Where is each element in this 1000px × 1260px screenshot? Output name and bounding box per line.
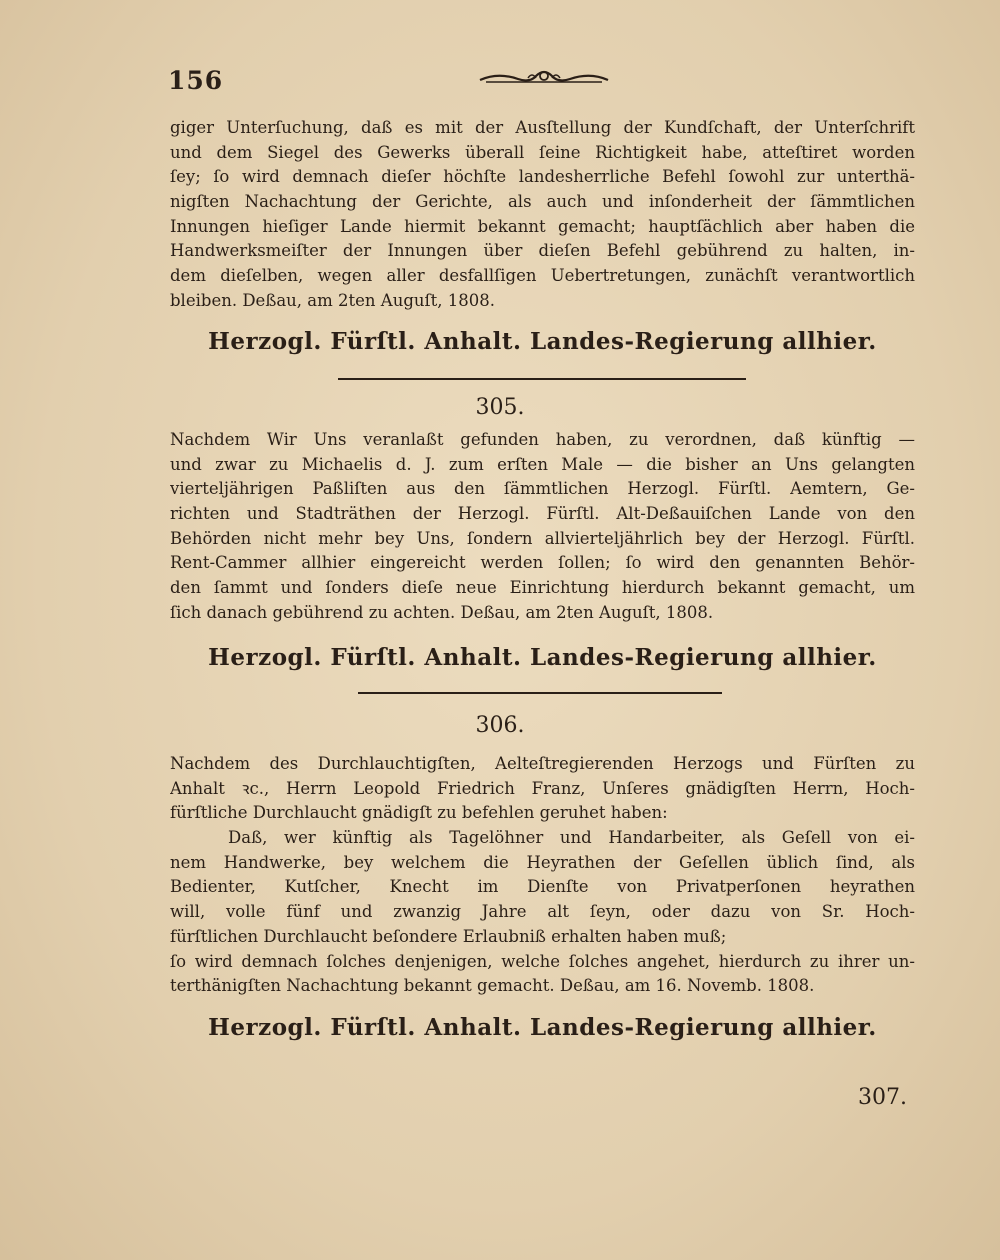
text-line: richten und Stadträthen der Herzogl. Fürſtl. Alt-Deßauiſchen Lande von den xyxy=(170,504,915,524)
paragraph-continuation xyxy=(170,116,915,314)
signature-line: Herzogl. Fürſtl. Anhalt. Landes-Regierung allhier. xyxy=(208,644,877,671)
text-line: fürſtlichen Durchlaucht beſondere Erlaubniß erhalten haben muß; xyxy=(170,926,727,946)
text-line: vierteljährigen Paßliſten aus den ſämmtlichen Herzogl. Fürſtl. Aemtern, Ge- xyxy=(170,479,915,499)
text-line: und zwar zu Michaelis d. J. zum erſten Male — die bisher an Uns gelangten xyxy=(170,454,915,474)
text-line: Innungen hieſiger Lande hiermit bekannt gemacht; hauptſächlich aber haben die xyxy=(170,216,915,236)
signature-line: Herzogl. Fürſtl. Anhalt. Landes-Regierung allhier. xyxy=(208,328,877,355)
page-number: 156 xyxy=(168,66,224,95)
section-divider xyxy=(338,378,746,380)
text-line: Bedienter, Kutſcher, Knecht im Dienſte von Privatperſonen heyrathen xyxy=(170,877,915,897)
text-line: Nachdem Wir Uns veranlaßt gefunden haben, zu verordnen, daß künftig — xyxy=(170,430,915,449)
paragraph-305 xyxy=(170,428,915,626)
signature-line: Herzogl. Fürſtl. Anhalt. Landes-Regierung allhier. xyxy=(208,1014,877,1041)
text-line: Behörden nicht mehr bey Uns, ſondern allvierteljährlich bey der Herzogl. Fürſtl. xyxy=(170,528,915,548)
text-line: dem dieſelben, wegen aller desfallſigen Uebertretungen, zunächſt verantwortlich xyxy=(170,266,915,286)
text-line: Daß, wer künftig als Tagelöhner und Handarbeiter, als Geſell von ei- xyxy=(228,828,915,848)
paragraph-306 xyxy=(170,752,915,999)
text-line: nigſten Nachachtung der Gerichte, als auch und inſonderheit der ſämmtlichen xyxy=(170,192,915,212)
text-line: den ſammt und ſonders dieſe neue Einrichtung hierdurch bekannt gemacht, um xyxy=(170,578,915,598)
section-divider xyxy=(358,692,722,694)
text-line: ſich danach gebührend zu achten. Deßau, am 2ten Auguſt, 1808. xyxy=(170,602,714,622)
text-line: fürſtliche Durchlaucht gnädigſt zu befehlen geruhet haben: xyxy=(170,803,668,823)
text-line: Nachdem des Durchlauchtigſten, Aelteſtregierenden Herzogs und Fürſten zu xyxy=(170,754,915,773)
text-line: ſey; ſo wird demnach dieſer höchſte landesherrliche Befehl ſowohl zur unterthä- xyxy=(170,167,915,187)
text-line: giger Unterſuchung, daß es mit der Ausſtellung der Kundſchaft, der Unterſchrift xyxy=(170,118,915,137)
text-line: Anhalt ꝛc., Herrn Leopold Friedrich Franz, Unſeres gnädigſten Herrn, Hoch- xyxy=(170,778,915,798)
text-line: ſo wird demnach ſolches denjenigen, welche ſolches angehet, hierdurch zu ihrer un- xyxy=(170,951,915,971)
text-line: Rent-Cammer allhier eingereicht werden ſollen; ſo wird den genannten Behör- xyxy=(170,553,915,573)
text-line: will, volle fünf und zwanzig Jahre alt ſeyn, oder dazu von Sr. Hoch- xyxy=(170,902,915,922)
text-line: bleiben. Deßau, am 2ten Auguſt, 1808. xyxy=(170,290,495,310)
text-line: terthänigſten Nachachtung bekannt gemacht. Deßau, am 16. Novemb. 1808. xyxy=(170,976,815,996)
catchword: 307. xyxy=(858,1085,907,1110)
section-number: 306. xyxy=(475,713,525,738)
section-number: 305. xyxy=(475,395,525,420)
text-line: Handwerksmeiſter der Innungen über dieſen Befehl gebührend zu halten, in- xyxy=(170,241,915,261)
text-line: und dem Siegel des Gewerks überall ſeine Richtigkeit habe, atteſtiret worden xyxy=(170,142,915,162)
text-line: nem Handwerke, bey welchem die Heyrathen der Geſellen üblich ſind, als xyxy=(170,852,915,872)
ornament-icon xyxy=(478,66,610,88)
